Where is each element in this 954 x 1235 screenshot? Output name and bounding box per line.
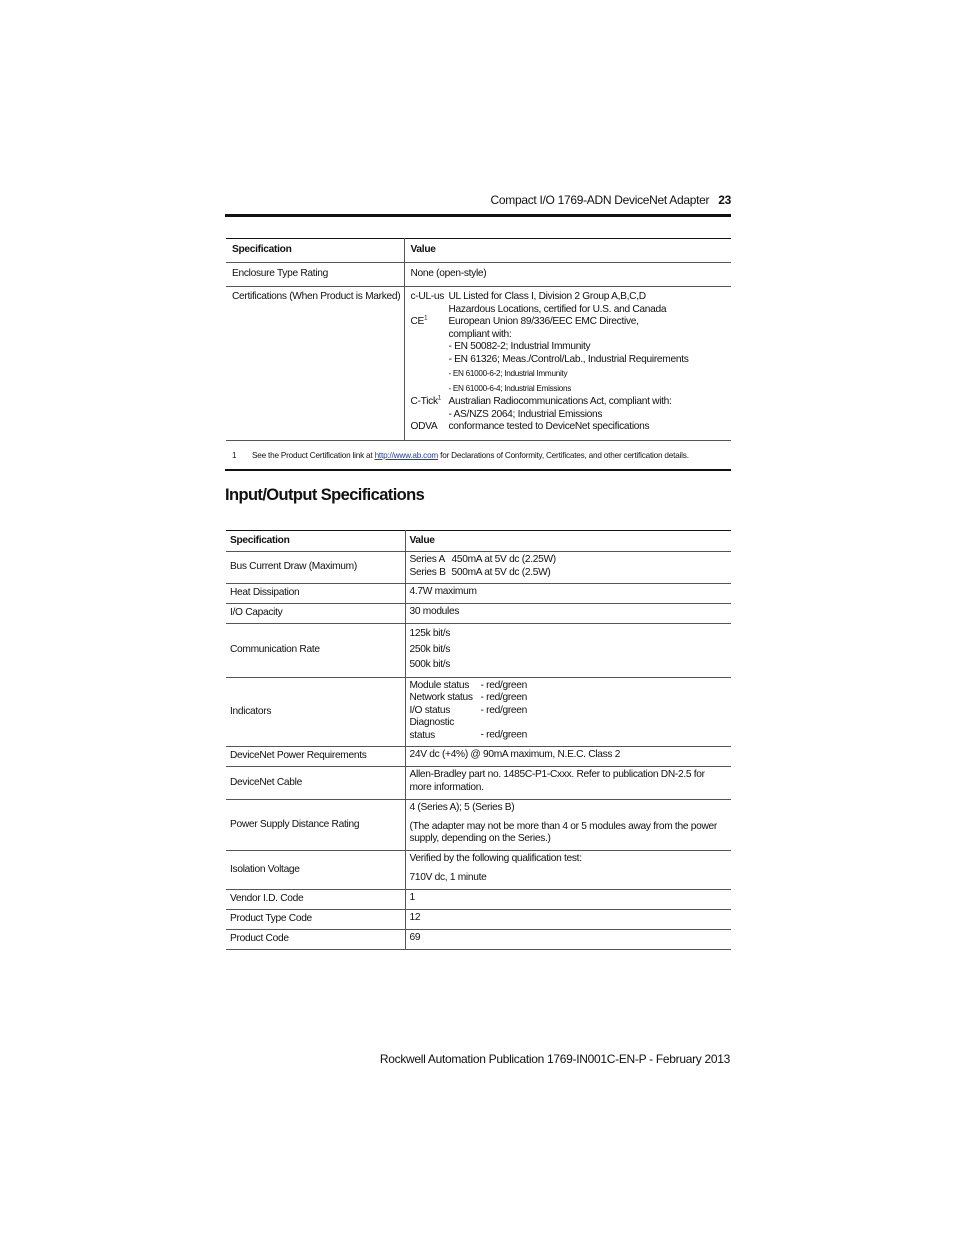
cert-key <box>411 316 428 329</box>
col-header-specification: Specification <box>226 531 405 552</box>
cert-key <box>411 396 441 409</box>
cert-key-text: C-Tick <box>410 396 438 407</box>
footnote-ref: 1 <box>424 315 428 322</box>
col-header-value: Value <box>404 239 731 263</box>
cert-line: Hazardous Locations, certified for U.S. and Canada <box>448 303 667 315</box>
table-header-row <box>226 531 731 552</box>
spec-isolation-voltage: Isolation Voltage <box>226 851 405 890</box>
section-title: Input/Output Specifications <box>225 486 425 504</box>
value-enclosure-type: None (open-style) <box>404 263 731 287</box>
table-row <box>226 584 731 604</box>
cert-line: - EN 50082-2; Industrial Immunity <box>448 341 591 352</box>
cert-line: European Union 89/336/EEC EMC Directive, <box>448 316 639 327</box>
cert-line: UL Listed for Class I, Division 2 Group A,B,C,D <box>448 291 646 302</box>
value-devicenet-power: 24V dc (+4%) @ 90mA maximum, N.E.C. Class 2 <box>405 747 731 767</box>
value-devicenet-cable: Allen-Bradley part no. 1485C-P1-Cxxx. Refer to publication DN-2.5 for more information. <box>405 767 731 800</box>
publication-footer: Rockwell Automation Publication 1769-IN001C-EN-P - February 2013 <box>379 1052 730 1066</box>
table-row <box>226 552 731 584</box>
certification-spec-table <box>226 238 731 441</box>
distance-note: (The adapter may not be more than 4 or 5 modules away from the power supply, depending on the Series.) <box>409 820 717 844</box>
cert-line: - EN 61000-6-4; Industrial Emissions <box>448 384 572 393</box>
indicator-label: Diagnostic status <box>409 717 455 741</box>
table-row <box>226 604 731 624</box>
table-row <box>226 677 731 747</box>
cert-ce <box>411 316 732 396</box>
io-spec-table <box>226 530 731 950</box>
spec-product-code: Product Code <box>226 930 405 950</box>
footnote-ref: 1 <box>437 395 441 402</box>
indicator-value: - red/green <box>480 704 528 716</box>
footnote-number: 1 <box>232 451 237 460</box>
table-row <box>226 890 731 910</box>
rate-value: 500k bit/s <box>409 659 451 670</box>
col-header-value: Value <box>405 531 731 552</box>
cert-line: compliant with: <box>448 328 512 340</box>
cert-cul <box>411 291 732 316</box>
indicator-label: Module status <box>409 679 470 691</box>
distance-rating: 4 (Series A); 5 (Series B) <box>409 802 515 813</box>
series-b-value: 500mA at 5V dc (2.5W) <box>451 566 551 578</box>
cert-odva <box>411 421 732 434</box>
col-header-specification: Specification <box>226 239 404 263</box>
series-a-value: 450mA at 5V dc (2.25W) <box>451 554 556 565</box>
value-certifications <box>404 287 731 441</box>
table-row <box>226 800 731 851</box>
cert-key-text: CE <box>410 316 425 327</box>
table-row <box>226 851 731 890</box>
value-io-capacity: 30 modules <box>405 604 731 624</box>
spec-product-type-code: Product Type Code <box>226 910 405 930</box>
cert-line: Australian Radiocommunications Act, compliant with: <box>448 396 672 407</box>
cert-key: c-UL-us <box>410 291 445 302</box>
value-vendor-id: 1 <box>405 890 731 910</box>
cert-line: - EN 61000-6-2; Industrial Immunity <box>448 369 568 378</box>
rate-value: 250k bit/s <box>409 643 451 655</box>
indicator-label: I/O status <box>409 704 451 716</box>
table-row <box>226 767 731 800</box>
indicator-value: - red/green <box>480 679 528 691</box>
spec-certifications: Certifications (When Product is Marked) <box>226 287 404 441</box>
table-footnote <box>226 451 731 460</box>
indicator-value: - red/green <box>480 729 528 741</box>
indicator-label: Network status <box>409 692 473 703</box>
table-row <box>226 747 731 767</box>
rate-value: 125k bit/s <box>409 628 451 639</box>
table-row <box>226 910 731 930</box>
footnote-text-before: See the Product Certification link at <box>252 451 375 460</box>
spec-indicators: Indicators <box>226 677 405 747</box>
table-row <box>226 930 731 950</box>
spec-vendor-id: Vendor I.D. Code <box>226 890 405 910</box>
running-header <box>226 193 731 207</box>
series-b-label: Series B <box>409 566 446 578</box>
value-product-code: 69 <box>405 930 731 950</box>
table-row <box>226 287 731 441</box>
footnote-text-after: for Declarations of Conformity, Certificates, and other certification details. <box>438 451 689 460</box>
value-product-type-code: 12 <box>405 910 731 930</box>
indicator-value: - red/green <box>480 692 528 703</box>
isolation-test: Verified by the following qualification test: <box>409 853 582 864</box>
spec-io-capacity: I/O Capacity <box>226 604 405 624</box>
cert-ctick <box>411 396 732 421</box>
header-title: Compact I/O 1769-ADN DeviceNet Adapter <box>490 193 710 207</box>
table-header-row <box>226 239 731 263</box>
cert-line: - AS/NZS 2064; Industrial Emissions <box>448 408 603 420</box>
value-indicators <box>405 677 731 747</box>
table-row <box>226 624 731 678</box>
value-communication-rate <box>405 624 731 678</box>
value-power-supply-distance <box>405 800 731 851</box>
spec-devicenet-power: DeviceNet Power Requirements <box>226 747 405 767</box>
value-bus-current <box>405 552 731 584</box>
cert-key: ODVA <box>410 421 438 432</box>
spec-devicenet-cable: DeviceNet Cable <box>226 767 405 800</box>
spec-communication-rate: Communication Rate <box>226 624 405 678</box>
isolation-value: 710V dc, 1 minute <box>409 871 487 883</box>
value-isolation-voltage <box>405 851 731 890</box>
spec-bus-current: Bus Current Draw (Maximum) <box>226 552 405 584</box>
value-heat-dissipation: 4.7W maximum <box>405 584 731 604</box>
page-number: 23 <box>718 193 731 207</box>
table-row <box>226 263 731 287</box>
ab-com-link[interactable]: http://www.ab.com <box>374 451 439 460</box>
series-a-label: Series A <box>409 554 446 565</box>
footnote-rule <box>225 469 731 471</box>
spec-enclosure-type: Enclosure Type Rating <box>226 263 404 287</box>
cert-line: - EN 61326; Meas./Control/Lab., Industrial Requirements <box>448 353 689 365</box>
cert-line: conformance tested to DeviceNet specifications <box>448 421 650 432</box>
spec-heat-dissipation: Heat Dissipation <box>226 584 405 604</box>
spec-power-supply-distance: Power Supply Distance Rating <box>226 800 405 851</box>
header-rule <box>225 214 731 217</box>
